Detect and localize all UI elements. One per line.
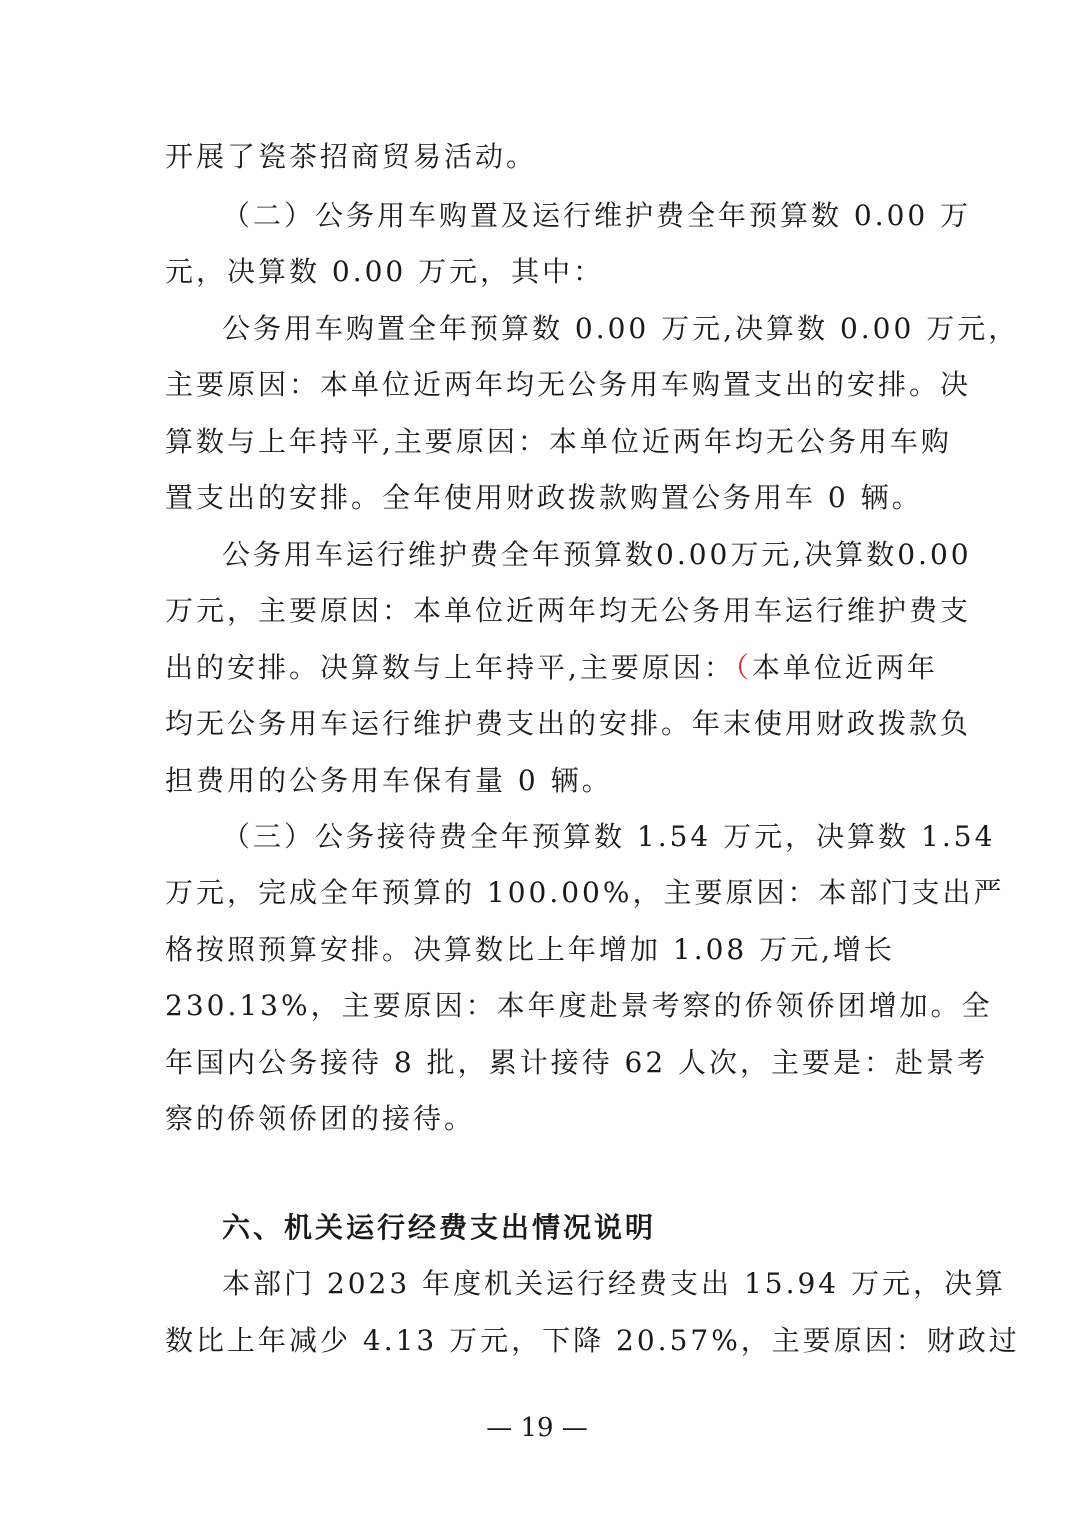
- paragraph-line: 年国内公务接待 8 批，累计接待 62 人次，主要是：赴景考: [165, 1046, 989, 1079]
- page-number: — 19 —: [486, 1413, 588, 1443]
- paragraph-line: （三）公务接待费全年预算数 1.54 万元，决算数 1.54: [222, 820, 996, 853]
- text-segment: 本单位近两年: [751, 651, 938, 684]
- section-heading: 六、机关运行经费支出情况说明: [222, 1211, 657, 1244]
- paragraph-line: 元，决算数 0.00 万元，其中：: [165, 255, 605, 288]
- text-segment: 出的安排。决算数与上年持平,主要原因：: [165, 651, 735, 684]
- paragraph-line: 担费用的公务用车保有量 0 辆。: [165, 764, 613, 797]
- paragraph-line: 开展了瓷茶招商贸易活动。: [165, 140, 538, 173]
- paragraph-line: 230.13%，主要原因：本年度赴景考察的侨领侨团增加。全: [165, 989, 993, 1022]
- paragraph-line: 万元，主要原因：本单位近两年均无公务用车运行维护费支: [165, 594, 972, 627]
- paragraph-line: 主要原因：本单位近两年均无公务用车购置支出的安排。决: [165, 368, 972, 401]
- paragraph-line: 均无公务用车运行维护费支出的安排。年末使用财政拨款负: [165, 707, 972, 740]
- paragraph-line: 置支出的安排。全年使用财政拨款购置公务用车 0 辆。: [165, 481, 923, 514]
- paragraph-line: （二）公务用车购置及运行维护费全年预算数 0.00 万: [222, 199, 972, 232]
- paragraph-line: 察的侨领侨团的接待。: [165, 1102, 476, 1135]
- red-parenthesis: （: [734, 651, 752, 684]
- paragraph-line: 公务用车购置全年预算数 0.00 万元,决算数 0.00 万元，: [222, 312, 1020, 345]
- paragraph-line: 万元，完成全年预算的 100.00%，主要原因：本部门支出严: [165, 876, 1005, 909]
- paragraph-line: 数比上年减少 4.13 万元，下降 20.57%，主要原因：财政过: [165, 1324, 1020, 1357]
- paragraph-line: 格按照预算安排。决算数比上年增加 1.08 万元,增长: [165, 933, 896, 966]
- paragraph-line: [165, 648, 938, 688]
- paragraph-line: 公务用车运行维护费全年预算数0.00万元,决算数0.00: [222, 538, 972, 571]
- paragraph-line: 本部门 2023 年度机关运行经费支出 15.94 万元，决算: [222, 1267, 1007, 1300]
- paragraph-line: 算数与上年持平,主要原因：本单位近两年均无公务用车购: [165, 425, 952, 458]
